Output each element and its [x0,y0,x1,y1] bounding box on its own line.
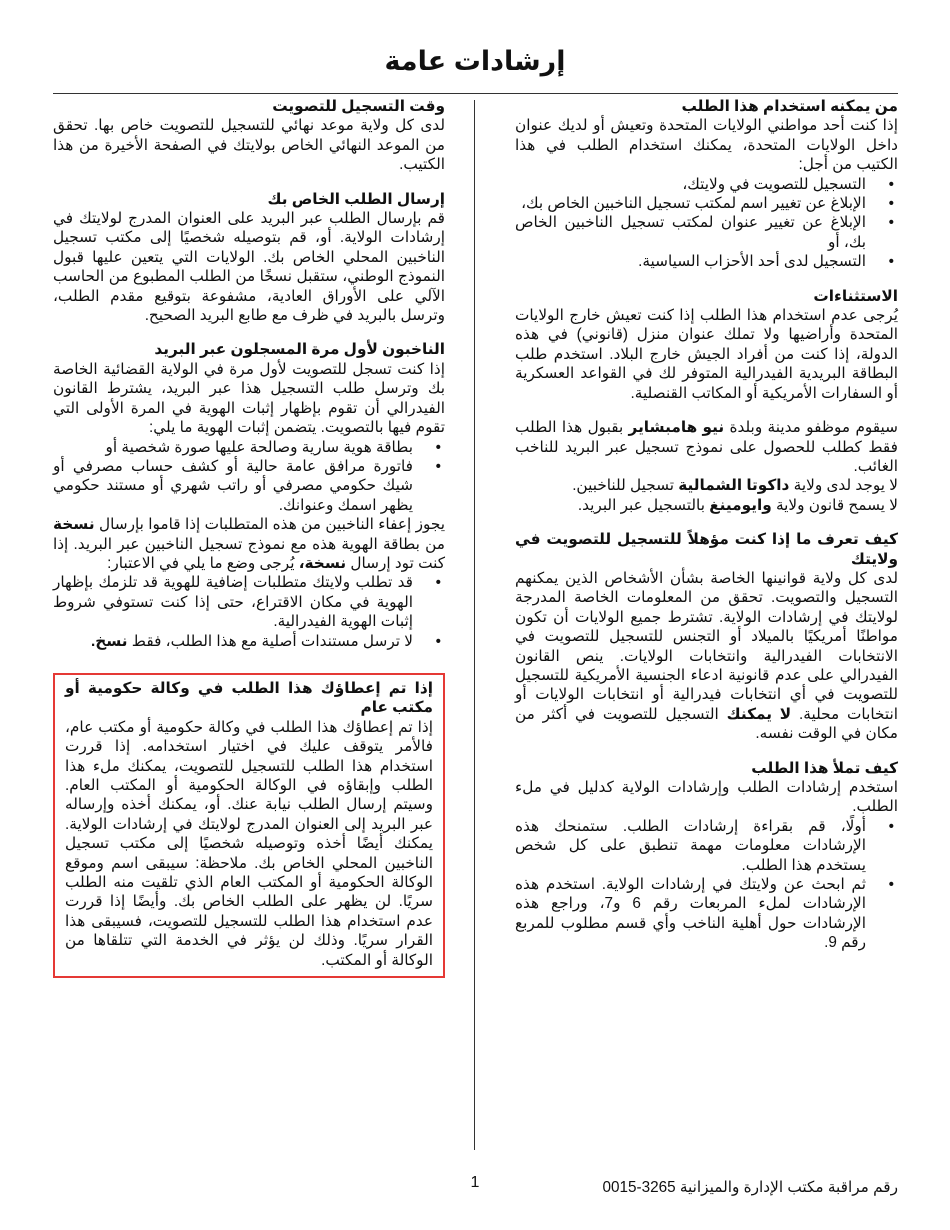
list-item [53,632,413,651]
section-heading: كيف تعرف ما إذا كنت مؤهلاً للتسجيل للتصويت في ولايتك [515,531,898,568]
section-heading: كيف تملأ هذا الطلب [751,759,898,777]
north-dakota-note [515,476,898,495]
list-item: • أولًا، قم بقراءة إرشادات الطلب. ستمنحك هذه الإرشادات معلومات مهمة تنطبق على كل شخص يستخدم هذا الطلب. [515,817,866,875]
left-column [53,97,445,978]
fill-steps-list [515,817,898,953]
list-item: • فاتورة مرافق عامة حالية أو كشف حساب مصرفي أو شيك حكومي مصرفي أو راتب شهري أو مستند حكومي يظهر اسمك وعنوانك. [53,457,413,515]
right-column [515,97,898,968]
list-item: • قد تطلب ولايتك متطلبات إضافية للهوية قد تلزمك بإظهار الهوية في مكان الاقتراع، حتى إذا كنت تستوفي شروط إثبات الهوية الفيدرالية. [53,573,413,631]
text-run: لا ترسل مستندات أصلية مع هذا الطلب، فقط [127,632,413,650]
section-heading: الناخبون لأول مرة المسجلون عبر البريد [154,341,445,359]
section-heading: إذا تم إعطاؤك هذا الطلب في وكالة حكومية أو مكتب عام [65,679,433,717]
section-heading: من يمكنه استخدام هذا الطلب [681,98,898,115]
list-item: • الإبلاغ عن تغيير عنوان لمكتب تسجيل الناخبين الخاص بك، أو [515,213,866,252]
agency-highlight-box [53,673,445,978]
text-run: لدى كل ولاية قوانينها الخاصة بشأن الأشخاص الذين يمكنهم التسجيل والتصويت. تحقق من المعلومات الخاصة المدرجة لولايتك في إرشادات الولاية. تشترط جميع الولايات أن تكون مواطنًا أمريكيًا بالميلاد أو التجنس للتسجيل للتصويت في الانتخابات الفيدرالية وانتخابات الولايات. ينص القانون الفيدرالي على عدم قانونية ادعاء الجنسية الأمريكية للتسجيل للتصويت في أي انتخابات فيدرالية أو انتخابات الولايات أو انتخابات محلية. [515,569,898,723]
list-item: • الإبلاغ عن تغيير اسم لمكتب تسجيل الناخبين الخاص بك، [515,194,866,213]
text-run: يجوز إعفاء الناخبين من هذه المتطلبات إذا قاموا بإرسال [94,516,445,534]
page-number: 1 [470,1174,480,1191]
text-run: لا يسمح قانون ولاية [771,496,898,514]
wyoming-note [515,496,898,515]
title-rule [53,93,898,94]
section-heading: الاستثناءات [813,287,898,305]
first-time-paragraph: إذا كنت تسجل للتصويت لأول مرة في الولاية القضائية الخاصة بك وترسل طلب التسجيل هذا عبر البريد، يشترط القانون الفيدرالي أن تقوم بإظهار إثبات الهوية في المرة الأولى التي تقوم فيها بالتصويت. يتضمن إثبات الهوية ما يلي: [53,360,445,437]
section-heading: إرسال الطلب الخاص بك [267,190,445,208]
text-run: سيقوم موظفو مدينة وبلدة [724,419,898,437]
text-run: بقبول هذا الطلب فقط كطلب للحصول على نموذج تسجيل عبر البريد للناخب الغائب. [515,419,898,475]
section-exceptions [515,287,898,515]
omb-control-number: رقم مراقبة مكتب الإدارة والميزانية 3265-0015 [602,1179,898,1196]
list-item: • بطاقة هوية سارية وصالحة عليها صورة شخصية أو [53,438,413,457]
list-item: • التسجيل للتصويت في ولايتك، [515,175,866,194]
copy-paragraph [53,515,445,573]
emphasis: لا يمكنك [726,705,792,723]
text-run: بالتسجيل عبر البريد. [577,496,710,514]
state-name: داكوتا الشمالية [678,477,790,495]
section-mailing [53,190,445,326]
uses-list [515,175,898,272]
agency-paragraph: إذا تم إعطاؤك هذا الطلب في وكالة حكومية أو مكتب عام، فالأمر يتوقف عليك في اختيار استخدامه. إذا قررت استخدام هذا الطلب للتسجيل للتصويت، يمكنك ملء هذا الطلب وإبقاؤه في الوكالة الحكومية أو المكتب العام. وسيتم إرسال الطلب نيابة عنك. أو، يمكنك أخذه وإرساله عبر البريد إلى العنوان المدرج لولايتك في إرشادات الولاية. يمكنك أيضًا أخذه وتوصيله شخصيًا إلى مكتب تسجيل الناخبين المحلي الخاص بك. ملاحظة: سيبقى اسم وموقع الوكالة الحكومية أو المكتب العام الذي تلقيت منه الطلب سريًا. لن يظهر على الطلب الخاص بك. وأيضًا إذا قررت عدم استخدام هذا الطلب للتسجيل للتصويت، فسيبقى هذا القرار سريًا. وذلك لن يؤثر في الخدمة التي تتلقاها من الوكالة أو المكتب. [65,718,433,969]
section-how-to-fill [515,759,898,953]
qualified-paragraph [515,569,898,744]
text-run: يُرجى وضع ما يلي في الاعتبار: [107,554,299,572]
text-run: التسجيل للتصويت في أكثر من مكان في الوقت نفسه. [515,705,898,743]
section-intro: استخدم إرشادات الطلب وإرشادات الولاية كدليل في ملء الطلب. [515,779,898,816]
section-qualified [515,530,898,743]
state-name: نيو هامبشاير [628,419,725,437]
text-run: تسجيل للناخبين. [572,477,679,495]
emphasis: نسخة، [298,554,347,572]
text-run: من بطاقة الهوية هذه مع نموذج تسجيل الناخبين عبر البريد. إذا كنت تود إرسال [53,535,445,572]
list-item: • التسجيل لدى أحد الأحزاب السياسية. [515,252,866,271]
section-who-can-use [515,97,898,272]
emphasis: نسخة [53,516,95,534]
section-deadline [53,97,445,175]
mailing-paragraph: قم بإرسال الطلب عبر البريد على العنوان المدرج لولايتك في إرشادات الولاية. أو، قم بتوصيله شخصيًا إلى مكتب تسجيل الناخبين المحلي الخاص بك. الولايات التي يتعين عليها قبول النموذج الوطني، ستقبل نسخًا من الطلب المطبوع من الحاسب الآلي على الأوراق العادية، مشفوعة بتوقيع مقدم الطلب، وترسل بالبريد في ظرف مع طابع البريد الصحيح. [53,210,445,325]
emphasis: نسخ. [90,632,128,650]
id-list [53,438,445,516]
text-run: لا يوجد لدى ولاية [789,477,898,495]
section-heading: وقت التسجيل للتصويت [272,98,445,115]
new-hampshire-note [515,418,898,476]
page-title: إرشادات عامة [384,46,566,76]
exceptions-paragraph: يُرجى عدم استخدام هذا الطلب إذا كنت تعيش خارج الولايات المتحدة وأراضيها ولا تملك عنوان منزل (قانوني) في هذه الدولة، إذا كنت من أفراد الجيش خارج البلاد. استخدم طلب البطاقة البريدية الفيدرالية المتوفر لك في القواعد العسكرية أو السفارات الأمريكية أو المكاتب القنصلية. [515,307,898,402]
column-divider [474,100,475,1150]
state-name: وايومينغ [709,496,772,514]
copy-notes-list [53,573,445,651]
section-intro: إذا كنت أحد مواطني الولايات المتحدة وتعيش أو لديك عنوان داخل الولايات المتحدة، يمكنك استخدام الطلب في هذا الكتيب من أجل: [515,117,898,174]
section-first-time-voters [53,340,445,651]
list-item: • ثم ابحث عن ولايتك في إرشادات الولاية. استخدم هذه الإرشادات لملء المربعات رقم 6 و7، وراجع هذه الإرشادات حول أهلية الناخب وأي قسم مطلوب للمربع رقم 9. [515,875,866,953]
deadline-paragraph: لدى كل ولاية موعد نهائي للتسجيل للتصويت خاص بها. تحقق من الموعد النهائي الخاص بولايتك في الصفحة الأخيرة من هذا الكتيب. [53,117,445,174]
